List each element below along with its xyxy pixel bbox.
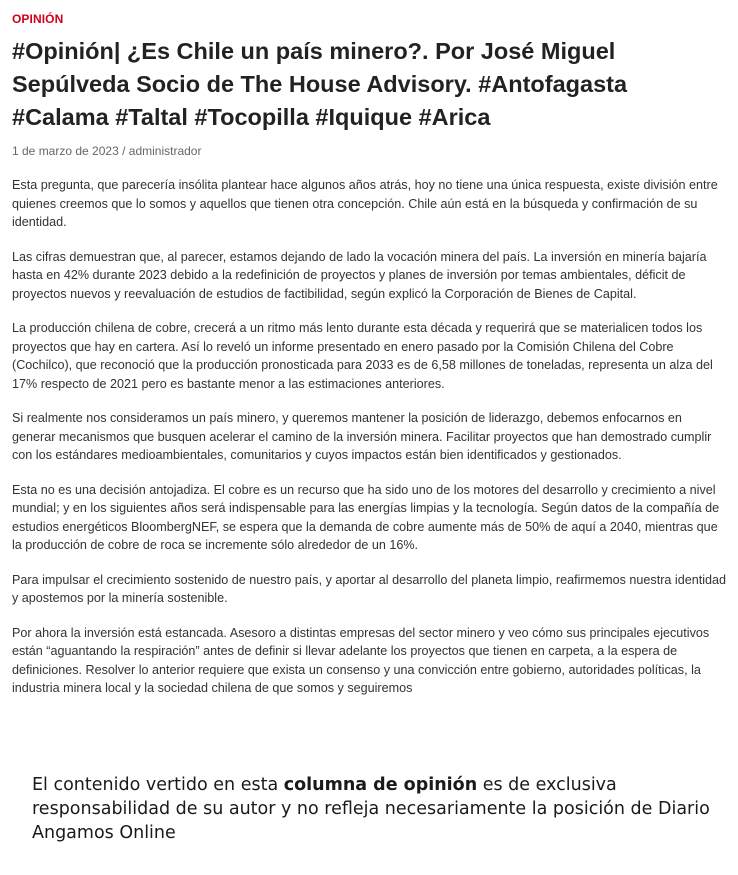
paragraph: Por ahora la inversión está estancada. Asesoro a distintas empresas del sector minero y veo cómo sus principales ejecutivos están “aguantando la respiración” antes de definir si llevar adelante los proyectos que tienen en carpeta, a la espera de definiciones. Resolver lo anterior requiere que exista un consenso y una convicción entre gobierno, autoridades políticas, la industria minera local y la sociedad chilena de que somos y seguiremos [12,625,710,695]
paragraph: Si realmente nos consideramos un país minero, y queremos mantener la posición de liderazgo, debemos enfocarnos en generar mecanismos que busquen acelerar el camino de la inversión minera. Facilitar proyectos que han demostrado cumplir con los estándares medioambientales, comunitarios y cuyos impactos están bien identificados y gestionados. [12,411,712,462]
author-link[interactable]: administrador [128,144,202,158]
meta-separator: / [118,144,129,158]
disclaimer-text-end: es de exclusiva responsabilidad de su autor y no refleja necesariamente la posición de Diario Angamos Online [32,775,710,843]
paragraph: Las cifras demuestran que, al parecer, estamos dejando de lado la vocación minera del país. La inversión en minería bajaría hasta en 42% durante 2023 debido a la redefinición de proyectos y planes de inversión por temas ambientales, déficit de proyectos nuevos y reevaluación de estudios de factibilidad, según explicó la Corporación de Bienes de Capital. [12,249,707,301]
publish-date[interactable]: 1 de marzo de 2023 [12,144,119,158]
article-body [12,176,728,714]
disclaimer-text-bold: columna de opinión [283,775,478,795]
paragraph: Para impulsar el crecimiento sostenido de nuestro país, y aportar al desarrollo del planeta limpio, reafirmemos nuestra identidad y apostemos por la minería sostenible. [12,572,727,605]
paragraph: La producción chilena de cobre, crecerá a un ritmo más lento durante esta década y requerirá que se materialicen todos los proyectos que hay en cartera. Así lo reveló un informe presentado en enero pasado por la Comisión Chilena del Cobre (Cochilco), que reconoció que la producción pronosticada para 2033 es de 6,58 millones de toneladas, representa un alza del 17% respecto de 2021 pero es bastante menor a las estimaciones anteriores. [12,321,713,391]
paragraph: Esta no es una decisión antojadiza. El cobre es un recurso que ha sido uno de los motores del desarrollo y crecimiento a nivel mundial; y en los siguientes años será indispensable para las energías limpias y la tecnología. Según datos de la compañía de estudios energéticos BloombergNEF, se espera que la demanda de cobre aumente más de 50% de aquí a 2040, mientras que la producción de cobre de roca se incremente sólo alrededor de un 16%. [12,482,720,552]
disclaimer-image [32,773,712,845]
category-link[interactable]: OPINIÓN [12,12,64,26]
disclaimer-text-start: El contenido vertido en esta [32,775,284,795]
article-title: #Opinión| ¿Es Chile un país minero?. Por José Miguel Sepúlveda Socio de The House Advisory. #Antofagasta #Calama #Taltal #Tocopilla #Iquique #Arica [12,38,628,130]
article-meta [12,144,201,158]
paragraph: Esta pregunta, que parecería insólita plantear hace algunos años atrás, hoy no tiene una única respuesta, existe división entre quienes creemos que lo somos y aquellos que tienen otra concepción. Chile aún está en la búsqueda y confirmación de su identidad. [12,178,718,229]
